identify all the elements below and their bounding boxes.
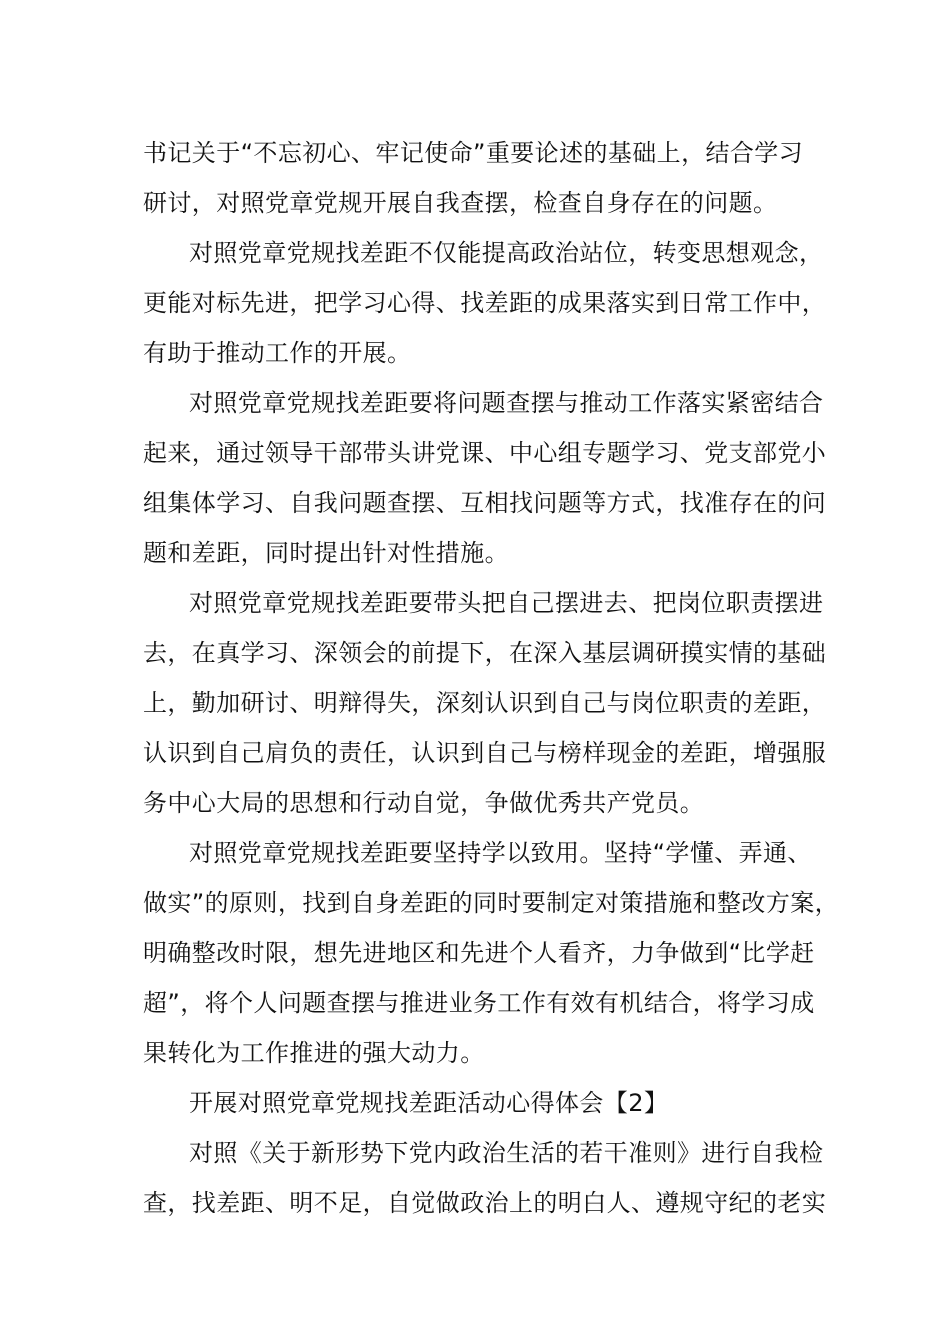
text-line: 超”，将个人问题查摆与推进业务工作有效有机结合，将学习成 <box>143 989 815 1017</box>
text-line: 题和差距，同时提出针对性措施。 <box>143 539 509 567</box>
text-line: 做实”的原则，找到自身差距的同时要制定对策措施和整改方案， <box>143 889 840 917</box>
text-line: 对照党章党规找差距要坚持学以致用。坚持“学懂、弄通、 <box>189 839 812 867</box>
text-line: 组集体学习、自我问题查摆、互相找问题等方式，找准存在的问 <box>143 489 827 517</box>
text-line: 果转化为工作推进的强大动力。 <box>143 1039 485 1067</box>
text-line: 更能对标先进，把学习心得、找差距的成果落实到日常工作中， <box>143 289 827 317</box>
text-line: 对照党章党规找差距不仅能提高政治站位，转变思想观念， <box>189 239 824 267</box>
text-line: 务中心大局的思想和行动自觉，争做优秀共产党员。 <box>143 789 705 817</box>
text-line: 有助于推动工作的开展。 <box>143 339 412 367</box>
text-line: 认识到自己肩负的责任，认识到自己与榜样现金的差距，增强服 <box>143 739 827 767</box>
document-body <box>143 128 840 1228</box>
text-line: 去，在真学习、深领会的前提下，在深入基层调研摸实情的基础 <box>143 639 827 667</box>
text-line: 起来，通过领导干部带头讲党课、中心组专题学习、党支部党小 <box>143 439 827 467</box>
text-line: 查，找差距、明不足，自觉做政治上的明白人、遵规守纪的老实 <box>143 1189 827 1217</box>
text-line: 研讨，对照党章党规开展自我查摆，检查自身存在的问题。 <box>143 189 778 217</box>
section-heading: 开展对照党章党规找差距活动心得体会【2】 <box>189 1089 669 1117</box>
text-line: 对照党章党规找差距要将问题查摆与推动工作落实紧密结合 <box>189 389 824 417</box>
text-line: 上，勤加研讨、明辩得失，深刻认识到自己与岗位职责的差距， <box>143 689 827 717</box>
text-line: 对照《关于新形势下党内政治生活的若干准则》进行自我检 <box>189 1139 824 1167</box>
text-line: 明确整改时限，想先进地区和先进个人看齐，力争做到“比学赶 <box>143 939 815 967</box>
text-line: 书记关于“不忘初心、牢记使命”重要论述的基础上，结合学习 <box>143 139 804 167</box>
text-line: 对照党章党规找差距要带头把自己摆进去、把岗位职责摆进 <box>189 589 824 617</box>
